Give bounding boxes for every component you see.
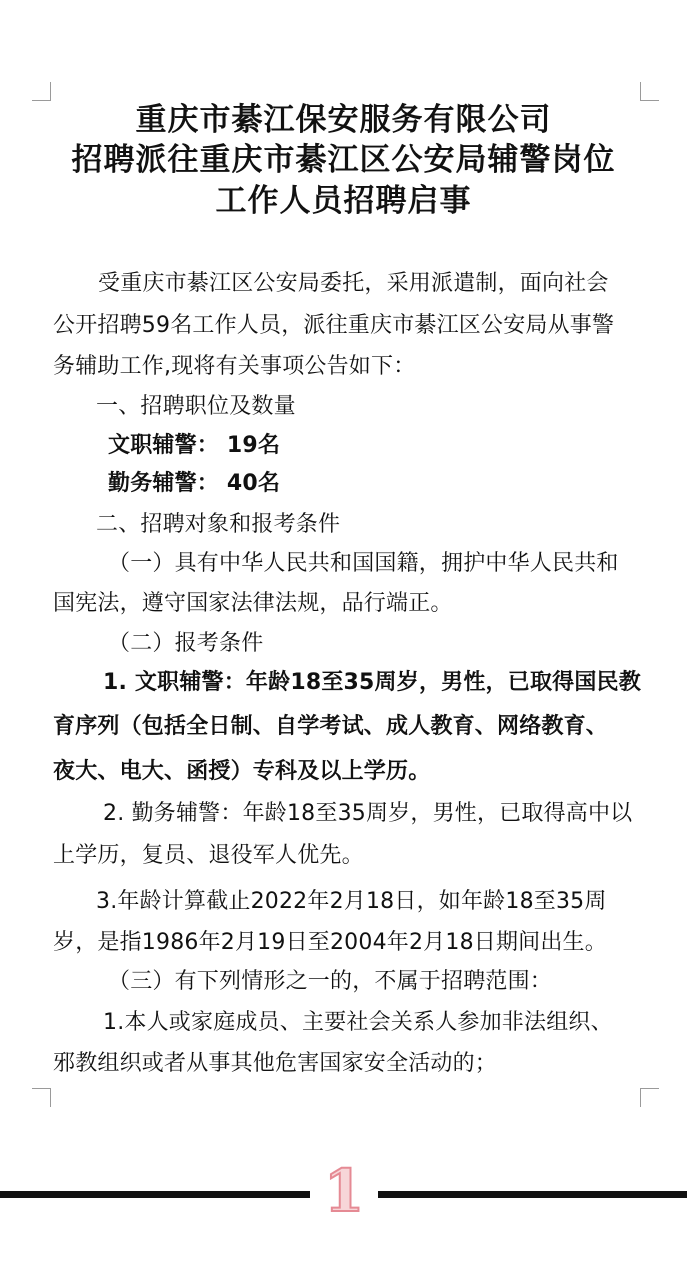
title-line-2: 招聘派往重庆市綦江区公安局辅警岗位 [71, 142, 616, 178]
requirement-1-line-1: 1. 文职辅警：年龄18至35周岁，男性，已取得国民教 [103, 670, 641, 695]
title-line-1: 重庆市綦江保安服务有限公司 [135, 102, 552, 138]
requirement-2-line-1: 2. 勤务辅警：年龄18至35周岁，男性，已取得高中以 [103, 801, 633, 826]
title-line-3: 工作人员招聘启事 [215, 183, 472, 219]
crop-mark-top-right [640, 82, 659, 101]
position-civil-auxiliary: 文职辅警： 19名 [108, 433, 281, 458]
condition-1-line-1: （一）具有中华人民共和国国籍，拥护中华人民共和 [108, 551, 619, 576]
requirement-3-line-1: 3.年龄计算截止2022年2月18日，如年龄18至35周 [96, 889, 607, 914]
requirement-1-line-2: 育序列（包括全日制、自学考试、成人教育、网络教育、 [53, 714, 609, 739]
section-heading-2: 二、招聘对象和报考条件 [96, 512, 341, 537]
subsection-2-heading: （二）报考条件 [108, 631, 264, 656]
intro-line-1: 受重庆市綦江区公安局委托，采用派遣制，面向社会 [98, 271, 609, 296]
exclusion-1-line-2: 邪教组织或者从事其他危害国家安全活动的； [53, 1051, 498, 1076]
position-duty-auxiliary: 勤务辅警： 40名 [108, 471, 281, 496]
intro-line-3: 务辅助工作,现将有关事项公告如下： [53, 354, 416, 379]
requirement-1-line-3: 夜大、电大、函授）专科及以上学历。 [53, 759, 431, 784]
condition-1-line-2: 国宪法，遵守国家法律法规，品行端正。 [53, 591, 453, 616]
requirement-3-line-2: 岁，是指1986年2月19日至2004年2月18日期间出生。 [53, 930, 607, 955]
subsection-3-heading: （三）有下列情形之一的，不属于招聘范围： [108, 969, 553, 994]
page-number: 1 [323, 1157, 365, 1225]
exclusion-1-line-1: 1.本人或家庭成员、主要社会关系人参加非法组织、 [103, 1010, 613, 1035]
crop-mark-top-left [32, 82, 51, 101]
crop-mark-bottom-right [640, 1088, 659, 1107]
page-number-badge [310, 1157, 378, 1225]
section-heading-1: 一、招聘职位及数量 [96, 394, 296, 419]
intro-line-2: 公开招聘59名工作人员，派往重庆市綦江区公安局从事警 [53, 313, 615, 338]
requirement-2-line-2: 上学历，复员、退役军人优先。 [53, 843, 364, 868]
crop-mark-bottom-left [32, 1088, 51, 1107]
